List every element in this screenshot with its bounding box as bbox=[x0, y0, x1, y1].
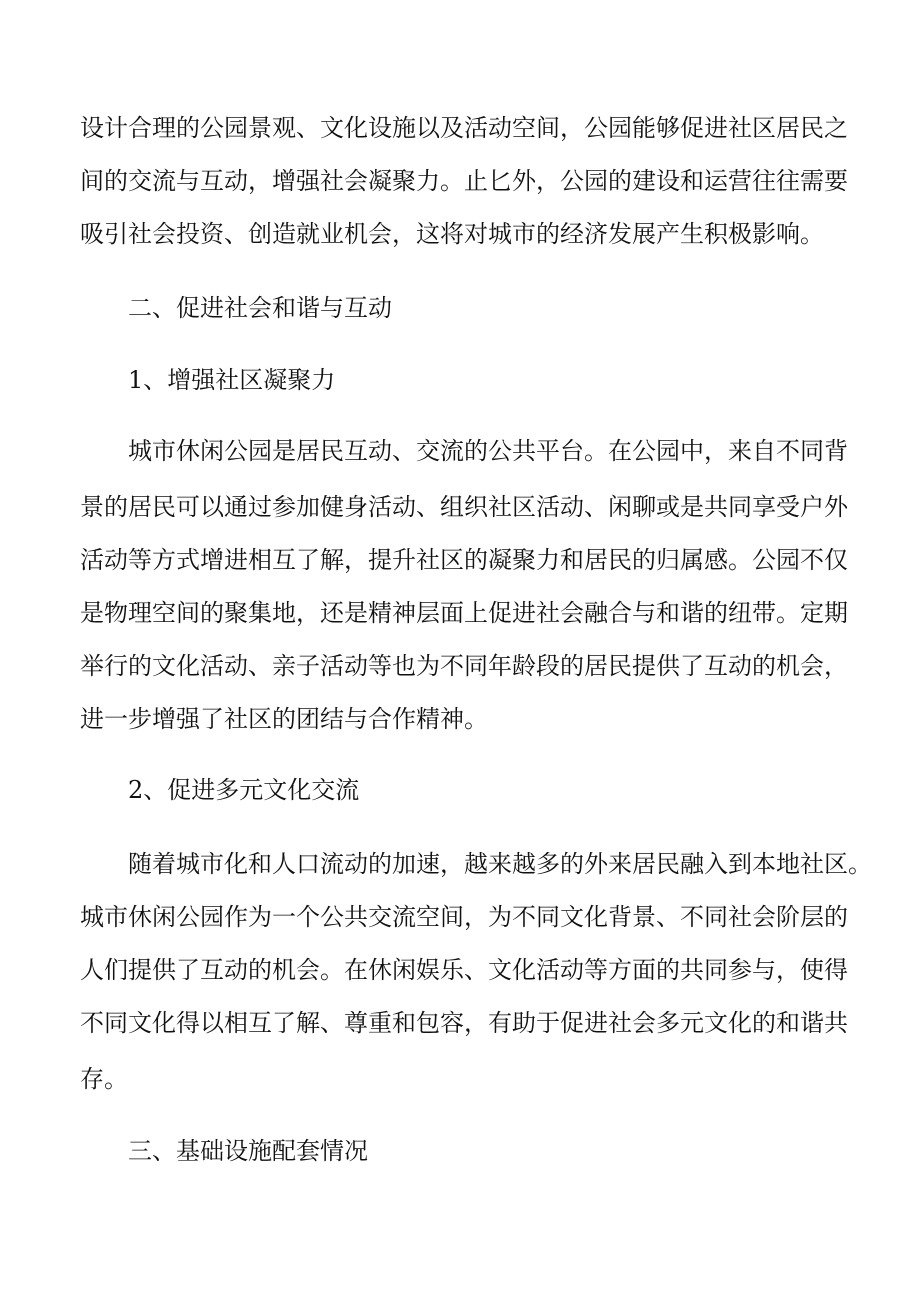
paragraph-line: 间的交流与互动，增强社会凝聚力。止匕外，公园的建设和运营往往需要 bbox=[80, 167, 848, 195]
paragraph-line: 景的居民可以通过参加健身活动、组织社区活动、闲聊或是共同享受户外 bbox=[80, 493, 848, 521]
paragraph-line: 举行的文化活动、亲子活动等也为不同年龄段的居民提供了互动的机会， bbox=[80, 652, 848, 680]
subsection-heading: 1、增强社区凝聚力 bbox=[128, 366, 336, 394]
paragraph-line: 吸引社会投资、创造就业机会，这将对城市的经济发展产生积极影响。 bbox=[80, 220, 824, 248]
paragraph-line: 进一步增强了社区的团结与合作精神。 bbox=[80, 705, 488, 733]
paragraph-line: 城市休闲公园作为一个公共交流空间，为不同文化背景、不同社会阶层的 bbox=[80, 903, 848, 931]
paragraph-line: 城市休闲公园是居民互动、交流的公共平台。在公园中，来自不同背 bbox=[128, 437, 848, 465]
section-heading: 二、促进社会和谐与互动 bbox=[128, 294, 392, 322]
paragraph-line: 活动等方式增进相互了解，提升社区的凝聚力和居民的归属感。公园不仅 bbox=[80, 546, 848, 574]
section-heading: 三、基础设施配套情况 bbox=[128, 1137, 368, 1165]
paragraph-line: 存。 bbox=[80, 1065, 128, 1093]
paragraph-line: 随着城市化和人口流动的加速，越来越多的外来居民融入到本地社区。 bbox=[128, 850, 872, 878]
subsection-heading: 2、促进多元文化交流 bbox=[128, 776, 360, 804]
paragraph-line: 是物理空间的聚集地，还是精神层面上促进社会融合与和谐的纽带。定期 bbox=[80, 599, 848, 627]
paragraph-line: 不同文化得以相互了解、尊重和包容，有助于促进社会多元文化的和谐共 bbox=[80, 1009, 848, 1037]
paragraph-line: 设计合理的公园景观、文化设施以及活动空间，公园能够促进社区居民之 bbox=[80, 114, 848, 142]
paragraph-line: 人们提供了互动的机会。在休闲娱乐、文化活动等方面的共同参与，使得 bbox=[80, 956, 848, 984]
